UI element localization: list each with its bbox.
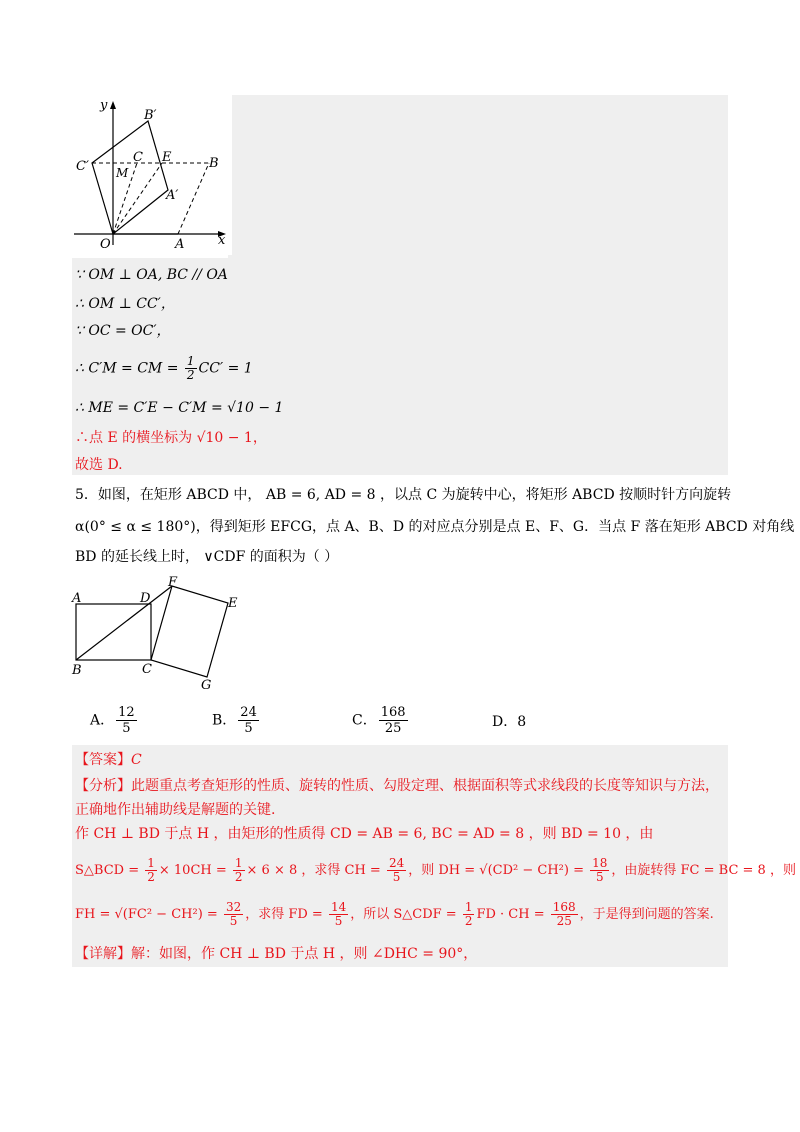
analysis-5d: FD · CH =: [476, 907, 549, 922]
label-A-prime: A′: [166, 188, 179, 203]
question-5-line-2: α(0° ≤ α ≤ 180°)，得到矩形 EFCG，点 A、B、D 的对应点分别是点 E、F、G．当点 F 落在矩形 ABCD 对角线: [75, 519, 795, 535]
label-y: y: [100, 98, 108, 113]
analysis-5a: FH = √(FC² − CH²) =: [75, 907, 222, 922]
label-x: x: [218, 233, 226, 248]
fraction-half: [185, 355, 197, 382]
choice-a-fraction: [116, 705, 137, 736]
analysis-frac-half-1: [145, 857, 157, 884]
rectangle-figure: [68, 572, 258, 694]
coordinate-figure: [72, 95, 232, 255]
analysis-line-5: [75, 900, 714, 930]
prev-line-4: [75, 355, 253, 382]
frac-num: 1: [147, 856, 155, 870]
analysis-frac-24-5: [387, 857, 406, 884]
analysis-line-2: 正确地作出辅助线是解题的关键.: [75, 802, 276, 818]
analysis-text-3: 作 CH ⊥ BD 于点 H ，由矩形的性质得 CD = AB = 6, BC = AD = 8 ，则 BD = 10 ，由: [75, 826, 654, 842]
answer-tag: 【答案】: [75, 752, 131, 768]
question-5-line-1: 5．如图，在矩形 ABCD 中， AB = 6, AD = 8 ，以点 C 为旋转中心，将矩形 ABCD 按顺时针方向旋转: [75, 487, 732, 503]
analysis-frac-half-2: [233, 857, 245, 884]
frac-den: 5: [595, 870, 604, 884]
frac-num: 1: [234, 856, 243, 870]
fig2-label-E: E: [228, 596, 238, 611]
label-O: O: [100, 237, 111, 252]
frac-num: 24: [388, 856, 405, 870]
detail-line: [75, 944, 477, 964]
choice-a-letter: A．: [90, 712, 115, 729]
answer-line: [75, 750, 142, 770]
frac-num: 18: [592, 856, 608, 870]
choice-b: [212, 705, 261, 736]
frac-den: 2: [464, 914, 473, 928]
frac-den: 25: [379, 720, 408, 736]
choice-d-value: 8: [517, 714, 527, 730]
prev-line-4-post: CC′ = 1: [198, 360, 253, 377]
choice-c-fraction: [379, 705, 408, 736]
choice-d: [492, 712, 526, 732]
analysis-5c: ，所以 S△CDF =: [350, 907, 461, 922]
analysis-tag: 【分析】: [75, 778, 131, 794]
analysis-5b: ，求得 FD =: [245, 907, 327, 922]
frac-den: 2: [147, 870, 155, 884]
prev-line-1: ∵ OM ⊥ OA, BC // OA: [75, 267, 228, 283]
frac-num: 32: [225, 900, 242, 914]
analysis-4e: ，由旋转得 FC = BC = 8 ，则: [611, 863, 796, 878]
analysis-frac-168-25: [551, 901, 578, 928]
label-B: B: [209, 156, 219, 171]
frac-den: 5: [392, 870, 401, 884]
analysis-5e: ，于是得到问题的答案.: [579, 907, 714, 922]
label-B-prime: B′: [144, 108, 157, 123]
prev-line-7: 故选 D.: [75, 457, 123, 473]
prev-line-6: ∴点 E 的横坐标为 √10 − 1，: [75, 430, 267, 446]
frac-num: 14: [330, 900, 347, 914]
choice-a: [90, 705, 139, 736]
label-A: A: [175, 237, 185, 252]
prev-line-4-pre: ∴ C′M = CM =: [75, 360, 183, 377]
frac-den: 5: [116, 720, 137, 736]
fig2-label-C: C: [142, 662, 152, 677]
choice-c: [352, 705, 410, 736]
label-M: M: [116, 166, 129, 180]
frac-den: 25: [556, 914, 572, 928]
frac-num: 1: [186, 354, 195, 368]
analysis-line-1: [75, 776, 719, 796]
answer-value: C: [131, 752, 142, 768]
analysis-4b: × 10CH =: [158, 863, 231, 878]
label-C-prime: C′: [76, 159, 89, 174]
frac-num: 168: [380, 705, 406, 720]
frac-den: 5: [229, 914, 238, 928]
choice-b-fraction: [238, 705, 259, 736]
prev-line-3: ∵ OC = OC′，: [75, 323, 171, 339]
analysis-4a: S△BCD =: [75, 863, 144, 878]
fig2-label-A: A: [72, 591, 82, 606]
prev-line-2-text: ∴ OM ⊥ CC′，: [75, 296, 175, 312]
fig2-label-F: F: [168, 575, 178, 590]
frac-den: 5: [238, 720, 259, 736]
prev-line-2: [75, 294, 175, 314]
fig2-label-G: G: [201, 678, 212, 693]
label-E: E: [162, 150, 172, 165]
label-C: C: [133, 150, 143, 165]
choice-c-letter: C．: [352, 712, 377, 729]
analysis-text-1: 此题重点考查矩形的性质、旋转的性质、勾股定理、根据面积等式求线段的长度等知识与方法，: [131, 778, 719, 794]
analysis-frac-half-3: [463, 901, 475, 928]
fig2-label-B: B: [72, 663, 82, 678]
analysis-frac-18-5: [590, 857, 609, 884]
analysis-frac-32-5: [224, 901, 243, 928]
prev-line-5: ∴ ME = C′E − C′M = √10 − 1: [75, 400, 284, 416]
fig2-label-D: D: [140, 591, 151, 606]
frac-num: 1: [464, 900, 473, 914]
frac-num: 12: [118, 705, 135, 720]
question-5-line-3: BD 的延长线上时， ∨CDF 的面积为（ ）: [75, 549, 339, 565]
analysis-line-4: [75, 856, 796, 886]
frac-den: 2: [234, 870, 243, 884]
frac-den: 2: [186, 368, 195, 382]
frac-den: 5: [334, 914, 343, 928]
detail-tag: 【详解】: [75, 946, 131, 962]
detail-text: 解：如图，作 CH ⊥ BD 于点 H ，则 ∠DHC = 90°，: [131, 946, 478, 962]
analysis-4c: × 6 × 8 ，求得 CH =: [246, 863, 385, 878]
analysis-frac-14-5: [329, 901, 348, 928]
analysis-4d: ，则 DH = √(CD² − CH²) =: [408, 863, 589, 878]
choice-d-letter: D．: [492, 714, 518, 730]
choice-b-letter: B．: [212, 712, 237, 729]
frac-num: 24: [240, 705, 257, 720]
frac-num: 168: [552, 900, 576, 914]
analysis-line-3: [75, 824, 653, 844]
